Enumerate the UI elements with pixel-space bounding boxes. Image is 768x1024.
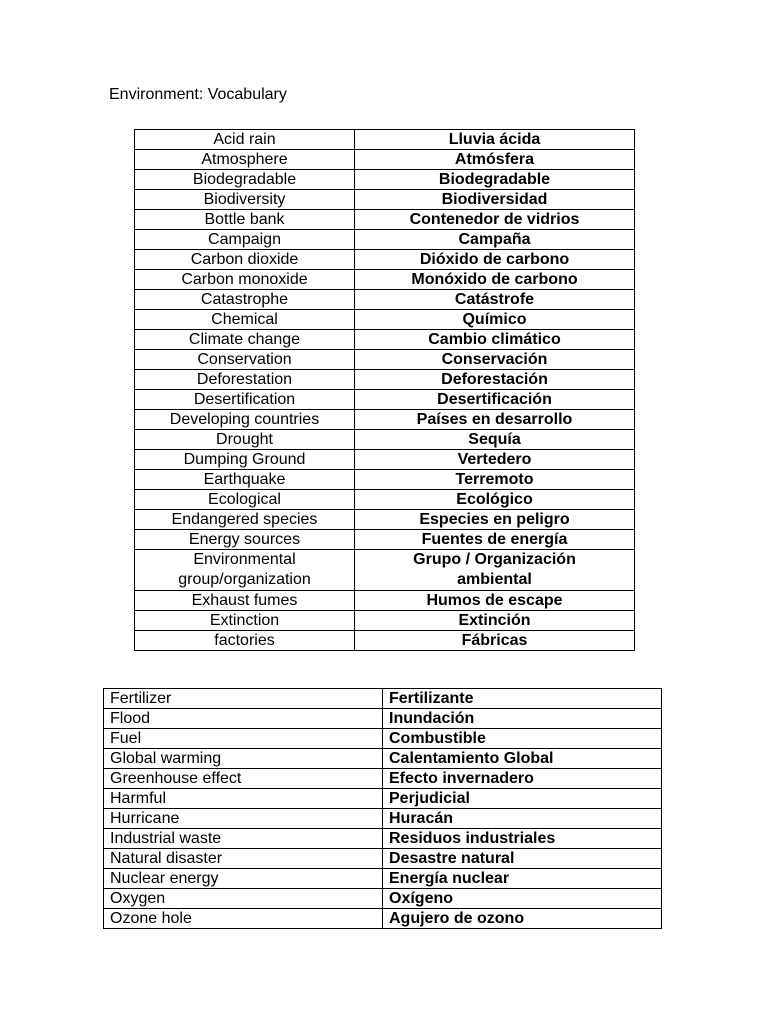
spanish-term: Inundación: [383, 709, 662, 729]
spanish-term: Lluvia ácida: [355, 130, 635, 150]
table-row: [135, 190, 635, 210]
table-row: [135, 310, 635, 330]
table-row: [135, 470, 635, 490]
spanish-term: Huracán: [383, 809, 662, 829]
table-row: [135, 410, 635, 430]
english-term: Oxygen: [104, 889, 383, 909]
spanish-term: [355, 550, 635, 591]
spanish-term: Agujero de ozono: [383, 909, 662, 929]
spanish-term-line-1: Grupo / Organización: [413, 551, 576, 568]
english-term: Developing countries: [135, 410, 355, 430]
spanish-term: Fertilizante: [383, 689, 662, 709]
english-term: Flood: [104, 709, 383, 729]
table-row: [135, 430, 635, 450]
english-term: Bottle bank: [135, 210, 355, 230]
spanish-term-line-2: ambiental: [457, 571, 532, 588]
spanish-term: Extinción: [355, 611, 635, 631]
table-row: [104, 909, 662, 929]
spanish-term: Conservación: [355, 350, 635, 370]
table-row: [135, 270, 635, 290]
english-term: Industrial waste: [104, 829, 383, 849]
english-term: Atmosphere: [135, 150, 355, 170]
english-term: Endangered species: [135, 510, 355, 530]
table-row: [135, 290, 635, 310]
english-term: Ecological: [135, 490, 355, 510]
table-row: [135, 210, 635, 230]
english-term: Greenhouse effect: [104, 769, 383, 789]
spanish-term: Monóxido de carbono: [355, 270, 635, 290]
spanish-term: Especies en peligro: [355, 510, 635, 530]
table-row: [104, 809, 662, 829]
english-term: Carbon monoxide: [135, 270, 355, 290]
spanish-term: Cambio climático: [355, 330, 635, 350]
spanish-term: Atmósfera: [355, 150, 635, 170]
english-term: Drought: [135, 430, 355, 450]
table-row: [135, 230, 635, 250]
spanish-term: Biodiversidad: [355, 190, 635, 210]
spanish-term: Químico: [355, 310, 635, 330]
spanish-term: Sequía: [355, 430, 635, 450]
spanish-term: Desastre natural: [383, 849, 662, 869]
english-term: Extinction: [135, 611, 355, 631]
spanish-term: Terremoto: [355, 470, 635, 490]
english-term: Exhaust fumes: [135, 591, 355, 611]
english-term-line-2: group/organization: [178, 571, 311, 588]
spanish-term: Desertificación: [355, 390, 635, 410]
english-term: Acid rain: [135, 130, 355, 150]
table-row: [135, 330, 635, 350]
table-row: [135, 250, 635, 270]
english-term: factories: [135, 631, 355, 651]
spanish-term: Oxígeno: [383, 889, 662, 909]
english-term: Fuel: [104, 729, 383, 749]
english-term: Biodegradable: [135, 170, 355, 190]
english-term: Campaign: [135, 230, 355, 250]
table-row: [135, 530, 635, 550]
table-row: [135, 130, 635, 150]
table-row: [104, 889, 662, 909]
spanish-term: Fuentes de energía: [355, 530, 635, 550]
spanish-term: Perjudicial: [383, 789, 662, 809]
english-term: Nuclear energy: [104, 869, 383, 889]
spanish-term: Campaña: [355, 230, 635, 250]
english-term: Earthquake: [135, 470, 355, 490]
english-term: Ozone hole: [104, 909, 383, 929]
spanish-term: Contenedor de vidrios: [355, 210, 635, 230]
english-term: Biodiversity: [135, 190, 355, 210]
spanish-term: Dióxido de carbono: [355, 250, 635, 270]
english-term: Dumping Ground: [135, 450, 355, 470]
table-row: [135, 611, 635, 631]
table-row: [104, 869, 662, 889]
english-term: Catastrophe: [135, 290, 355, 310]
spanish-term: Vertedero: [355, 450, 635, 470]
table-row: [135, 390, 635, 410]
spanish-term: Calentamiento Global: [383, 749, 662, 769]
table-row: [104, 729, 662, 749]
english-term: Conservation: [135, 350, 355, 370]
table-row: [104, 749, 662, 769]
spanish-term: Deforestación: [355, 370, 635, 390]
english-term: Global warming: [104, 749, 383, 769]
english-term: Energy sources: [135, 530, 355, 550]
spanish-term: Residuos industriales: [383, 829, 662, 849]
table-row: [104, 709, 662, 729]
english-term-line-1: Environmental: [193, 551, 296, 568]
english-term: Harmful: [104, 789, 383, 809]
table-row: [135, 510, 635, 530]
table-row: [104, 849, 662, 869]
table-row: [135, 370, 635, 390]
spanish-term: Ecológico: [355, 490, 635, 510]
table-row: [104, 769, 662, 789]
table-row: [135, 631, 635, 651]
spanish-term: Países en desarrollo: [355, 410, 635, 430]
table-row: [135, 591, 635, 611]
table-row: [135, 450, 635, 470]
english-term: Climate change: [135, 330, 355, 350]
spanish-term: Catástrofe: [355, 290, 635, 310]
english-term: Chemical: [135, 310, 355, 330]
vocabulary-table-a-to-f: [134, 129, 635, 651]
table-row: [135, 150, 635, 170]
page-title: Environment: Vocabulary: [109, 86, 287, 103]
english-term: [135, 550, 355, 591]
table-row: [104, 789, 662, 809]
english-term: Fertilizer: [104, 689, 383, 709]
table-row: [135, 170, 635, 190]
english-term: Deforestation: [135, 370, 355, 390]
table-row: [135, 350, 635, 370]
spanish-term: Efecto invernadero: [383, 769, 662, 789]
spanish-term: Energía nuclear: [383, 869, 662, 889]
spanish-term: Combustible: [383, 729, 662, 749]
spanish-term: Fábricas: [355, 631, 635, 651]
english-term: Natural disaster: [104, 849, 383, 869]
english-term: Carbon dioxide: [135, 250, 355, 270]
table-row: [135, 550, 635, 591]
spanish-term: Biodegradable: [355, 170, 635, 190]
vocabulary-table-f-to-o: [103, 688, 662, 929]
english-term: Desertification: [135, 390, 355, 410]
english-term: Hurricane: [104, 809, 383, 829]
table-row: [104, 689, 662, 709]
table-row: [104, 829, 662, 849]
spanish-term: Humos de escape: [355, 591, 635, 611]
table-row: [135, 490, 635, 510]
